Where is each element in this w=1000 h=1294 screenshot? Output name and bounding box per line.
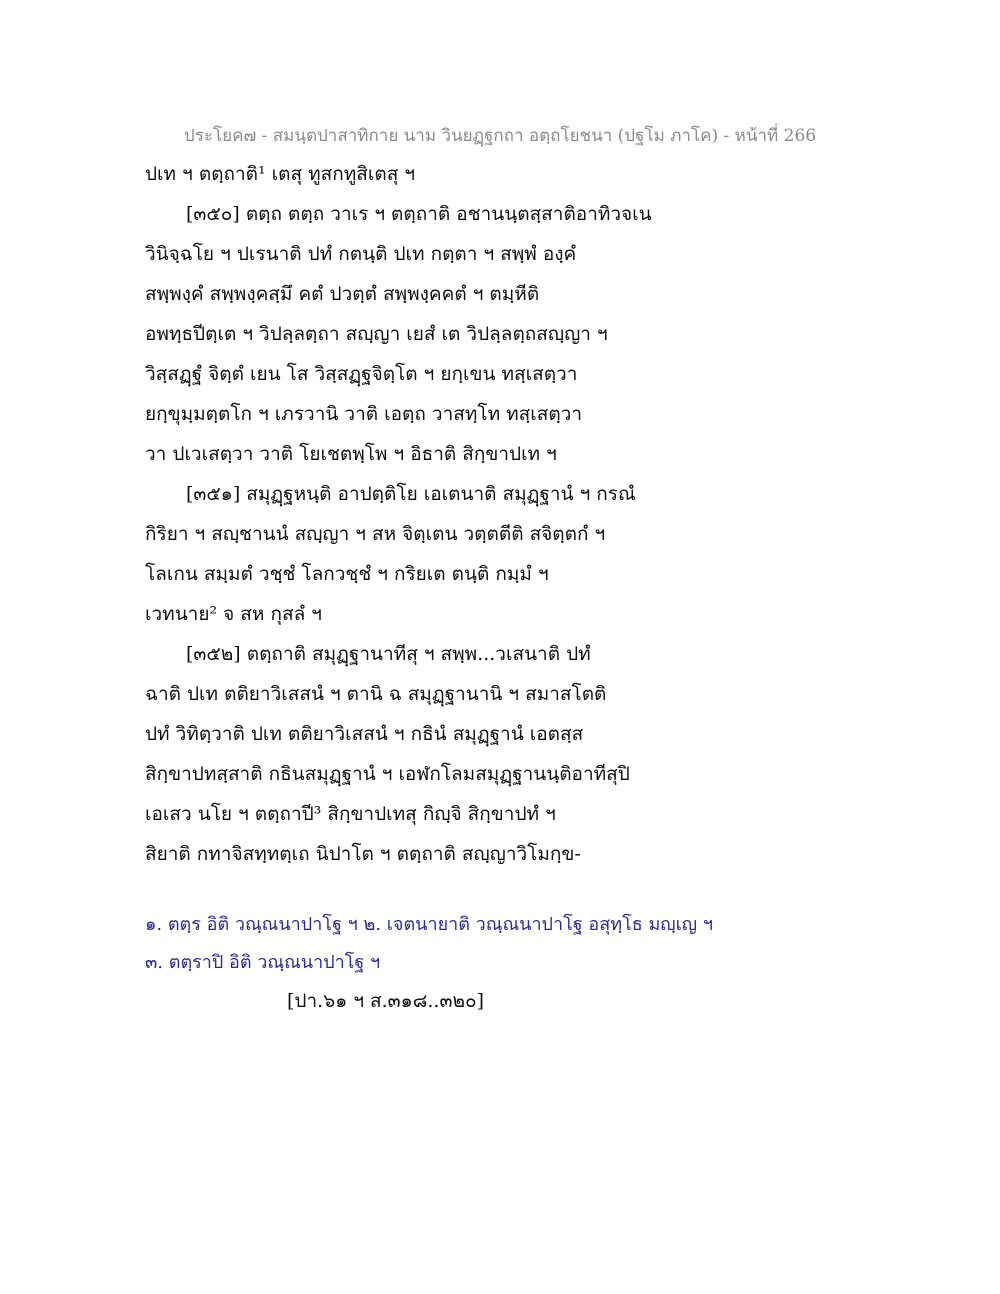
body-line: [๓๕๑] สมุฏฺฐหนฺติ อาปตฺติโย เอเตนาติ สมุฏฺฐานํ ฯ กรณํ xyxy=(186,483,636,505)
body-line: วา ปเวเสตฺวา วาติ โยเชตพฺโพ ฯ อิธาติ สิกฺขาปเท ฯ xyxy=(145,443,557,465)
footnote-line: ๓. ตตฺราปิ อิติ วณฺณนาปาโฐ ฯ xyxy=(145,952,381,973)
body-line: เวทนาย² จ สห กุสลํ ฯ xyxy=(145,603,322,625)
body-line: ยกฺขุมฺมตฺตโก ฯ เภรวานิ วาติ เอตฺถ วาสทฺโท ทสฺเสตฺวา xyxy=(145,403,583,425)
page-reference: [ปา.๖๑ ฯ ส.๓๑๘..๓๒๐] xyxy=(287,990,484,1012)
body-line: ฉาติ ปเท ตติยาวิเสสนํ ฯ ตานิ ฉ สมุฏฺฐานานิ ฯ สมาสโตติ xyxy=(145,683,607,705)
footnotes xyxy=(145,906,885,982)
body-line: [๓๕๒] ตตฺถาติ สมุฏฺฐานาทีสุ ฯ สพฺพ...วเสนาติ ปทํ xyxy=(186,643,591,665)
body-line: วิสฺสฏฺฐํ จิตฺตํ เยน โส วิสฺสฏฺฐจิตฺโต ฯ ยกฺเขน ทสฺเสตฺวา xyxy=(145,363,578,385)
running-header: ประโยค๗ - สมนฺตปาสาทิกาย นาม วินยฏฺฐกถา อตฺถโยชนา (ปฐโม ภาโค) - หน้าที่ 266 xyxy=(183,126,817,146)
body-line: อพทฺธปีตฺเต ฯ วิปลฺลตฺถา สญฺญา เยสํ เต วิปลฺลตฺถสญฺญา ฯ xyxy=(145,323,608,345)
body-line: เอเสว นโย ฯ ตตฺถาปี³ สิกฺขาปเทสุ กิญฺจิ สิกฺขาปทํ ฯ xyxy=(145,803,556,825)
body-line: สิกฺขาปทสฺสาติ กธินสมุฏฺฐานํ ฯ เอฬกโลมสมุฏฺฐานนฺติอาทีสุปิ xyxy=(145,763,630,785)
body-line: สพฺพงฺคํ สพฺพงฺคสฺมึ คตํ ปวตฺตํ สพฺพงฺคคตํ ฯ ตมฺหีติ xyxy=(145,283,540,305)
footnote-line: ๑. ตตฺร อิติ วณฺณนาปาโฐ ฯ ๒. เจตนายาติ วณฺณนาปาโฐ อสุทฺโธ มญฺเญ ฯ xyxy=(145,914,713,935)
body-line: ปทํ วิทิตฺวาติ ปเท ตติยาวิเสสนํ ฯ กธินํ สมุฏฺฐานํ เอตสฺส xyxy=(145,723,584,745)
body-line: กิริยา ฯ สญฺชานนํ สญฺญา ฯ สห จิตฺเตน วตฺตตีติ สจิตฺตกํ ฯ xyxy=(145,523,606,545)
body-line: โลเกน สมฺมตํ วชฺชํ โลกวชฺชํ ฯ กริยเต ตนฺติ กมฺมํ ฯ xyxy=(145,563,549,585)
body-line: วินิจฺฉโย ฯ ปเรนาติ ปทํ กตนฺติ ปเท กตฺตา ฯ สพฺพํ องฺคํ xyxy=(145,243,577,265)
body-line: สิยาติ กทาจิสทฺทตฺเถ นิปาโต ฯ ตตฺถาติ สญฺญาวิโมกฺข- xyxy=(145,843,581,865)
body-line: [๓๕๐] ตตฺถ ตตฺถ วาเร ฯ ตตฺถาติ อชานนฺตสฺสาติอาทิวจเน xyxy=(186,203,652,225)
body-text xyxy=(145,154,885,874)
body-line: ปเท ฯ ตตฺถาติ¹ เตสุ ทูสกทูสิเตสุ ฯ xyxy=(145,163,416,185)
